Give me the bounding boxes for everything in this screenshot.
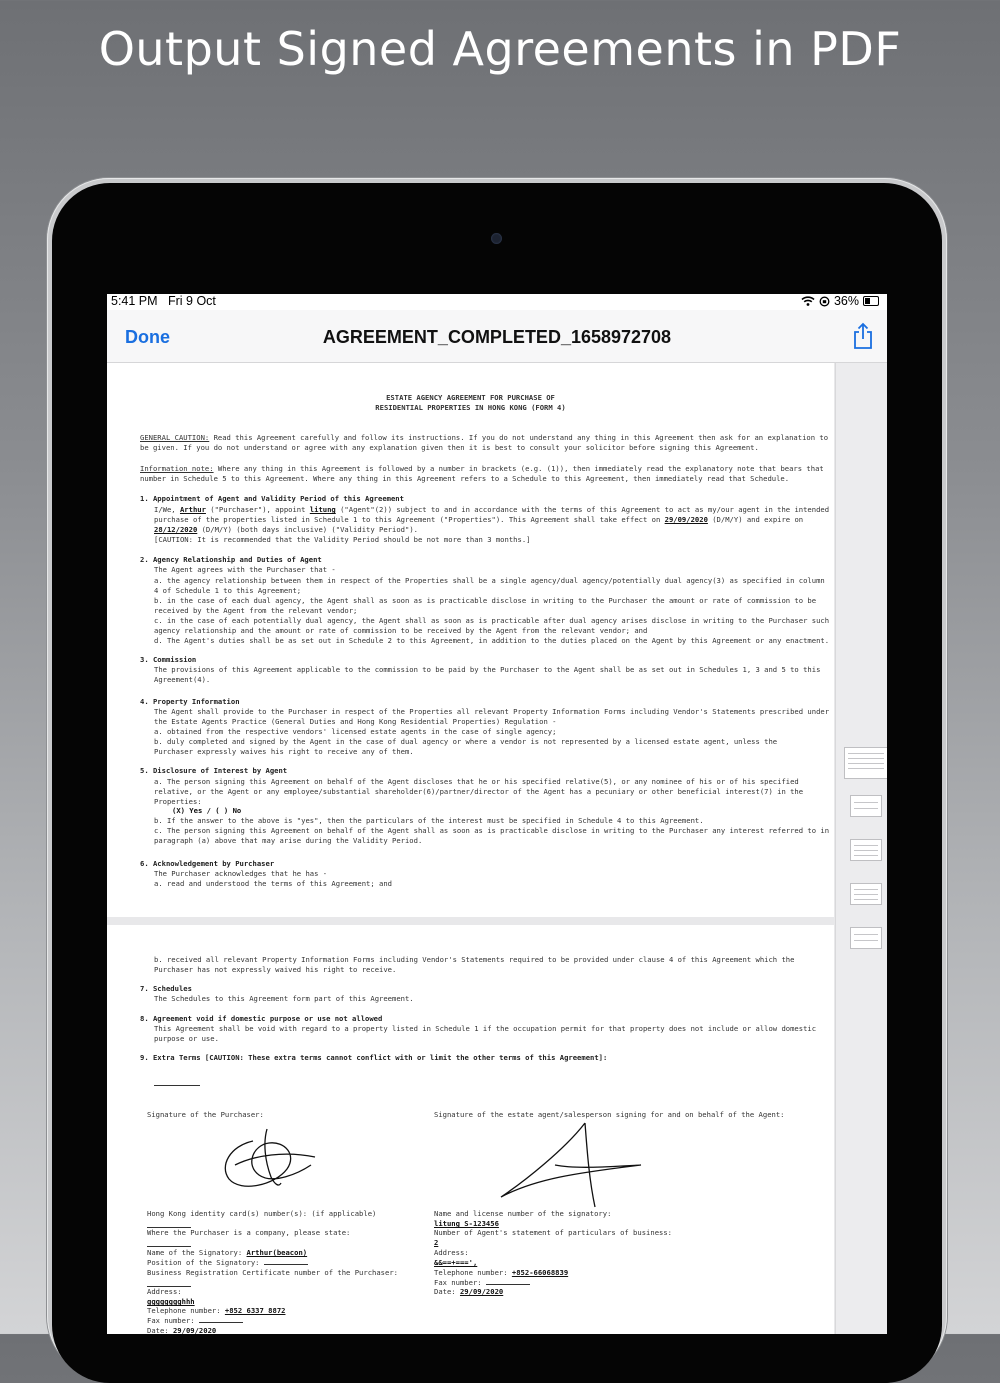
agent-telephone: Telephone number: +852-66068839 bbox=[434, 1268, 569, 1277]
hkid-label: Hong Kong identity card(s) number(s): (if applicable) bbox=[147, 1209, 377, 1218]
agent-statement-number: 2 bbox=[434, 1238, 439, 1247]
page-thumbnail-3[interactable] bbox=[850, 839, 882, 861]
battery-percent: 36% bbox=[833, 294, 859, 308]
section-9-heading: 9. Extra Terms [CAUTION: These extra terms cannot conflict with or limit the other terms of this Agreement]: bbox=[140, 1053, 608, 1062]
document-title: AGREEMENT_COMPLETED_1658972708 bbox=[322, 327, 672, 347]
section-5-c: c. The person signing this Agreement on behalf of the Agent shall as soon as is practicable disclose in writing to the Purchaser any interest referred to in paragraph (a) above that may arise during the Validity Period. bbox=[154, 826, 834, 845]
section-2-intro: The Agent agrees with the Purchaser that - bbox=[154, 565, 336, 574]
share-icon[interactable] bbox=[851, 322, 875, 350]
purchaser-signature bbox=[215, 1121, 325, 1193]
section-5-heading: 5. Disclosure of Interest by Agent bbox=[140, 766, 288, 775]
section-2-d: d. The Agent's duties shall be as set out in Schedule 2 to this Agreement, in addition to the duties placed on the Agent by this Agreement or any enactment. bbox=[154, 636, 830, 645]
battery-icon bbox=[863, 296, 879, 306]
agent-address-label: Address: bbox=[434, 1248, 469, 1257]
section-2-heading: 2. Agency Relationship and Duties of Agent bbox=[140, 555, 322, 564]
status-right bbox=[801, 294, 879, 308]
section-3-heading: 3. Commission bbox=[140, 655, 197, 664]
signatory-name: Name of the Signatory: Arthur(beacon) bbox=[147, 1248, 308, 1257]
purchaser-name: Arthur bbox=[179, 505, 206, 514]
purchaser-signature-label: Signature of the Purchaser: bbox=[147, 1110, 264, 1119]
section-4-b: b. duly completed and signed by the Agent in the case of dual agency or where a vendor is not represented by a licensed estate agent, unless the Purchaser expressly waives his right to receive any of them. bbox=[154, 737, 782, 756]
purchaser-address: gggggggghhh bbox=[147, 1297, 195, 1306]
purchaser-date: Date: 29/09/2020 bbox=[147, 1326, 217, 1334]
status-time: 5:41 PM Fri 9 Oct bbox=[111, 294, 216, 308]
pdf-viewer[interactable] bbox=[107, 363, 887, 1334]
section-4-a: a. obtained from the respective vendors' licensed estate agents in the case of single agency; bbox=[154, 727, 557, 736]
purchaser-fax: Fax number: bbox=[147, 1316, 427, 1326]
section-3-body: The provisions of this Agreement applicable to the commission to be paid by the Purchaser to the Agent shall be as set out in Schedules 1, 3 and 5 to this Agreement(4). bbox=[154, 665, 825, 684]
section-7-heading: 7. Schedules bbox=[140, 984, 192, 993]
agent-date: Date: 29/09/2020 bbox=[434, 1287, 504, 1296]
section-5-b: b. If the answer to the above is "yes", then the particulars of the interest must be specified in Schedule 4 to this Agreement. bbox=[154, 816, 704, 825]
signatory-position: Position of the Signatory: bbox=[147, 1258, 427, 1268]
purchaser-telephone: Telephone number: +852 6337 8872 bbox=[147, 1306, 286, 1315]
agent-signature bbox=[495, 1119, 645, 1211]
section-7-body: The Schedules to this Agreement form part of this Agreement. bbox=[154, 994, 414, 1003]
section-1-body: I/We, Arthur ("Purchaser"), appoint litung ("Agent"(2)) subject to and in accordance with the terms of this Agreement to act as my/our agent in the intended purchase of the properties listed in Schedule 1 to this Agreement ("Properties"). This Agreement shall take effect on 29/09/2020 (D/M/Y) and expire on 28/12/2020 (D/M/Y) (both days inclusive) ("Validity Period"). bbox=[154, 505, 834, 534]
headline: Output Signed Agreements in PDF bbox=[98, 22, 902, 76]
section-1-heading: 1. Appointment of Agent and Validity Period of this Agreement bbox=[140, 494, 404, 503]
section-1-caution: [CAUTION: It is recommended that the Validity Period should be not more than 3 months.] bbox=[154, 535, 531, 544]
general-caution: GENERAL CAUTION: Read this Agreement carefully and follow its instructions. If you do not understand any thing in this Agreement then ask for an explanation to be given. If you do not understand or agree with any explanation given then it is best to consult your solicitor before signing this Agreement. bbox=[140, 433, 833, 452]
pdf-page-2 bbox=[107, 925, 834, 1334]
page-thumbnail-1[interactable] bbox=[844, 747, 887, 779]
information-note: Information note: Where any thing in this Agreement is followed by a number in brackets (e.g. (1)), then immediately read the explanatory note that bears that number in Schedule 5 to this Agreement. Where any thing in this Agreement refers to a Schedule to this Agreement, then immediately read that Schedule. bbox=[140, 464, 829, 483]
ipad-screen bbox=[107, 294, 887, 1334]
agent-address: &&==+===', bbox=[434, 1258, 478, 1267]
section-2-c: c. in the case of each potentially dual agency, the Agent shall as soon as is practicable after dual agency arises disclose in writing to the Purchaser such agency relationship and the amount or rate of commission to be received by the Agent from the relevant vendor; and bbox=[154, 616, 834, 635]
agent-name-label: Name and license number of the signatory: bbox=[434, 1209, 612, 1218]
section-2-a: a. the agency relationship between them in respect of the Properties shall be a single agency/dual agency/potentially dual agency(3) as specified in column 4 of Schedule 1 to this Agreement; bbox=[154, 576, 830, 595]
wifi-icon bbox=[801, 296, 815, 306]
page-thumbnail-strip[interactable] bbox=[835, 363, 887, 1334]
orientation-lock-icon bbox=[819, 296, 830, 307]
end-date: 28/12/2020 bbox=[154, 524, 198, 534]
agent-fax: Fax number: bbox=[434, 1278, 814, 1288]
start-date: 29/09/2020 bbox=[664, 514, 708, 524]
section-6-heading: 6. Acknowledgement by Purchaser bbox=[140, 859, 275, 868]
navigation-bar bbox=[107, 310, 887, 363]
section-5-yes-no: (X) Yes / ( ) No bbox=[172, 806, 242, 815]
section-4-heading: 4. Property Information bbox=[140, 697, 240, 706]
section-2-b: b. in the case of each dual agency, the Agent shall as soon as is practicable disclose in writing to the Purchaser the amount or rate of commission to be received by the Agent from the relevant vendor; bbox=[154, 596, 821, 615]
agent-name: litung bbox=[309, 505, 336, 514]
section-6-b: b. received all relevant Property Information Forms including Vendor's Statements required to be provided under clause 4 of this Agreement which the Purchaser has not expressly waived his right to receive. bbox=[154, 955, 799, 974]
purchaser-address-label: Address: bbox=[147, 1287, 182, 1296]
section-5-a: a. The person signing this Agreement on behalf of the Agent discloses that he or his specified relative(5), or any nominee of his or of his specified relative, or the Agent or any employee/substantial shareholder(6)/partner/director of the Agent has a pecuniary or other beneficial interest(7) in the Properties: bbox=[154, 777, 808, 806]
section-8-heading: 8. Agreement void if domestic purpose or use not allowed bbox=[140, 1014, 383, 1023]
page-thumbnail-5[interactable] bbox=[850, 927, 882, 949]
page-thumbnail-2[interactable] bbox=[850, 795, 882, 817]
agent-name-license: litung S-123456 bbox=[434, 1219, 499, 1228]
section-8-body: This Agreement shall be void with regard to a property listed in Schedule 1 if the occupation permit for that property does not include or allow domestic purpose or use. bbox=[154, 1024, 821, 1043]
extra-terms-line bbox=[154, 1085, 200, 1086]
section-6-body: The Purchaser acknowledges that he has - bbox=[154, 869, 328, 878]
pdf-page-1 bbox=[107, 363, 834, 917]
section-4-body: The Agent shall provide to the Purchaser in respect of the Properties all relevant Property Information Forms including Vendor's Statements prescribed under the Estate Agents Practice (General Duties and Hong Kong Residential Properties) Regulation - bbox=[154, 707, 834, 726]
company-line bbox=[147, 1246, 191, 1247]
agent-statement-label: Number of Agent's statement of particulars of business: bbox=[434, 1228, 672, 1237]
camera-icon bbox=[491, 233, 502, 244]
done-button[interactable]: Done bbox=[125, 327, 170, 347]
section-6-a: a. read and understood the terms of this Agreement; and bbox=[154, 879, 392, 888]
agent-signature-label: Signature of the estate agent/salesperson signing for and on behalf of the Agent: bbox=[434, 1110, 785, 1119]
brc-label: Business Registration Certificate number of the Purchaser: bbox=[147, 1268, 398, 1277]
agreement-title: ESTATE AGENCY AGREEMENT FOR PURCHASE OF RESIDENTIAL PROPERTIES IN HONG KONG (FORM 4) bbox=[375, 393, 566, 412]
page-thumbnail-4[interactable] bbox=[850, 883, 882, 905]
status-bar bbox=[107, 294, 887, 310]
company-label: Where the Purchaser is a company, please state: bbox=[147, 1228, 351, 1237]
